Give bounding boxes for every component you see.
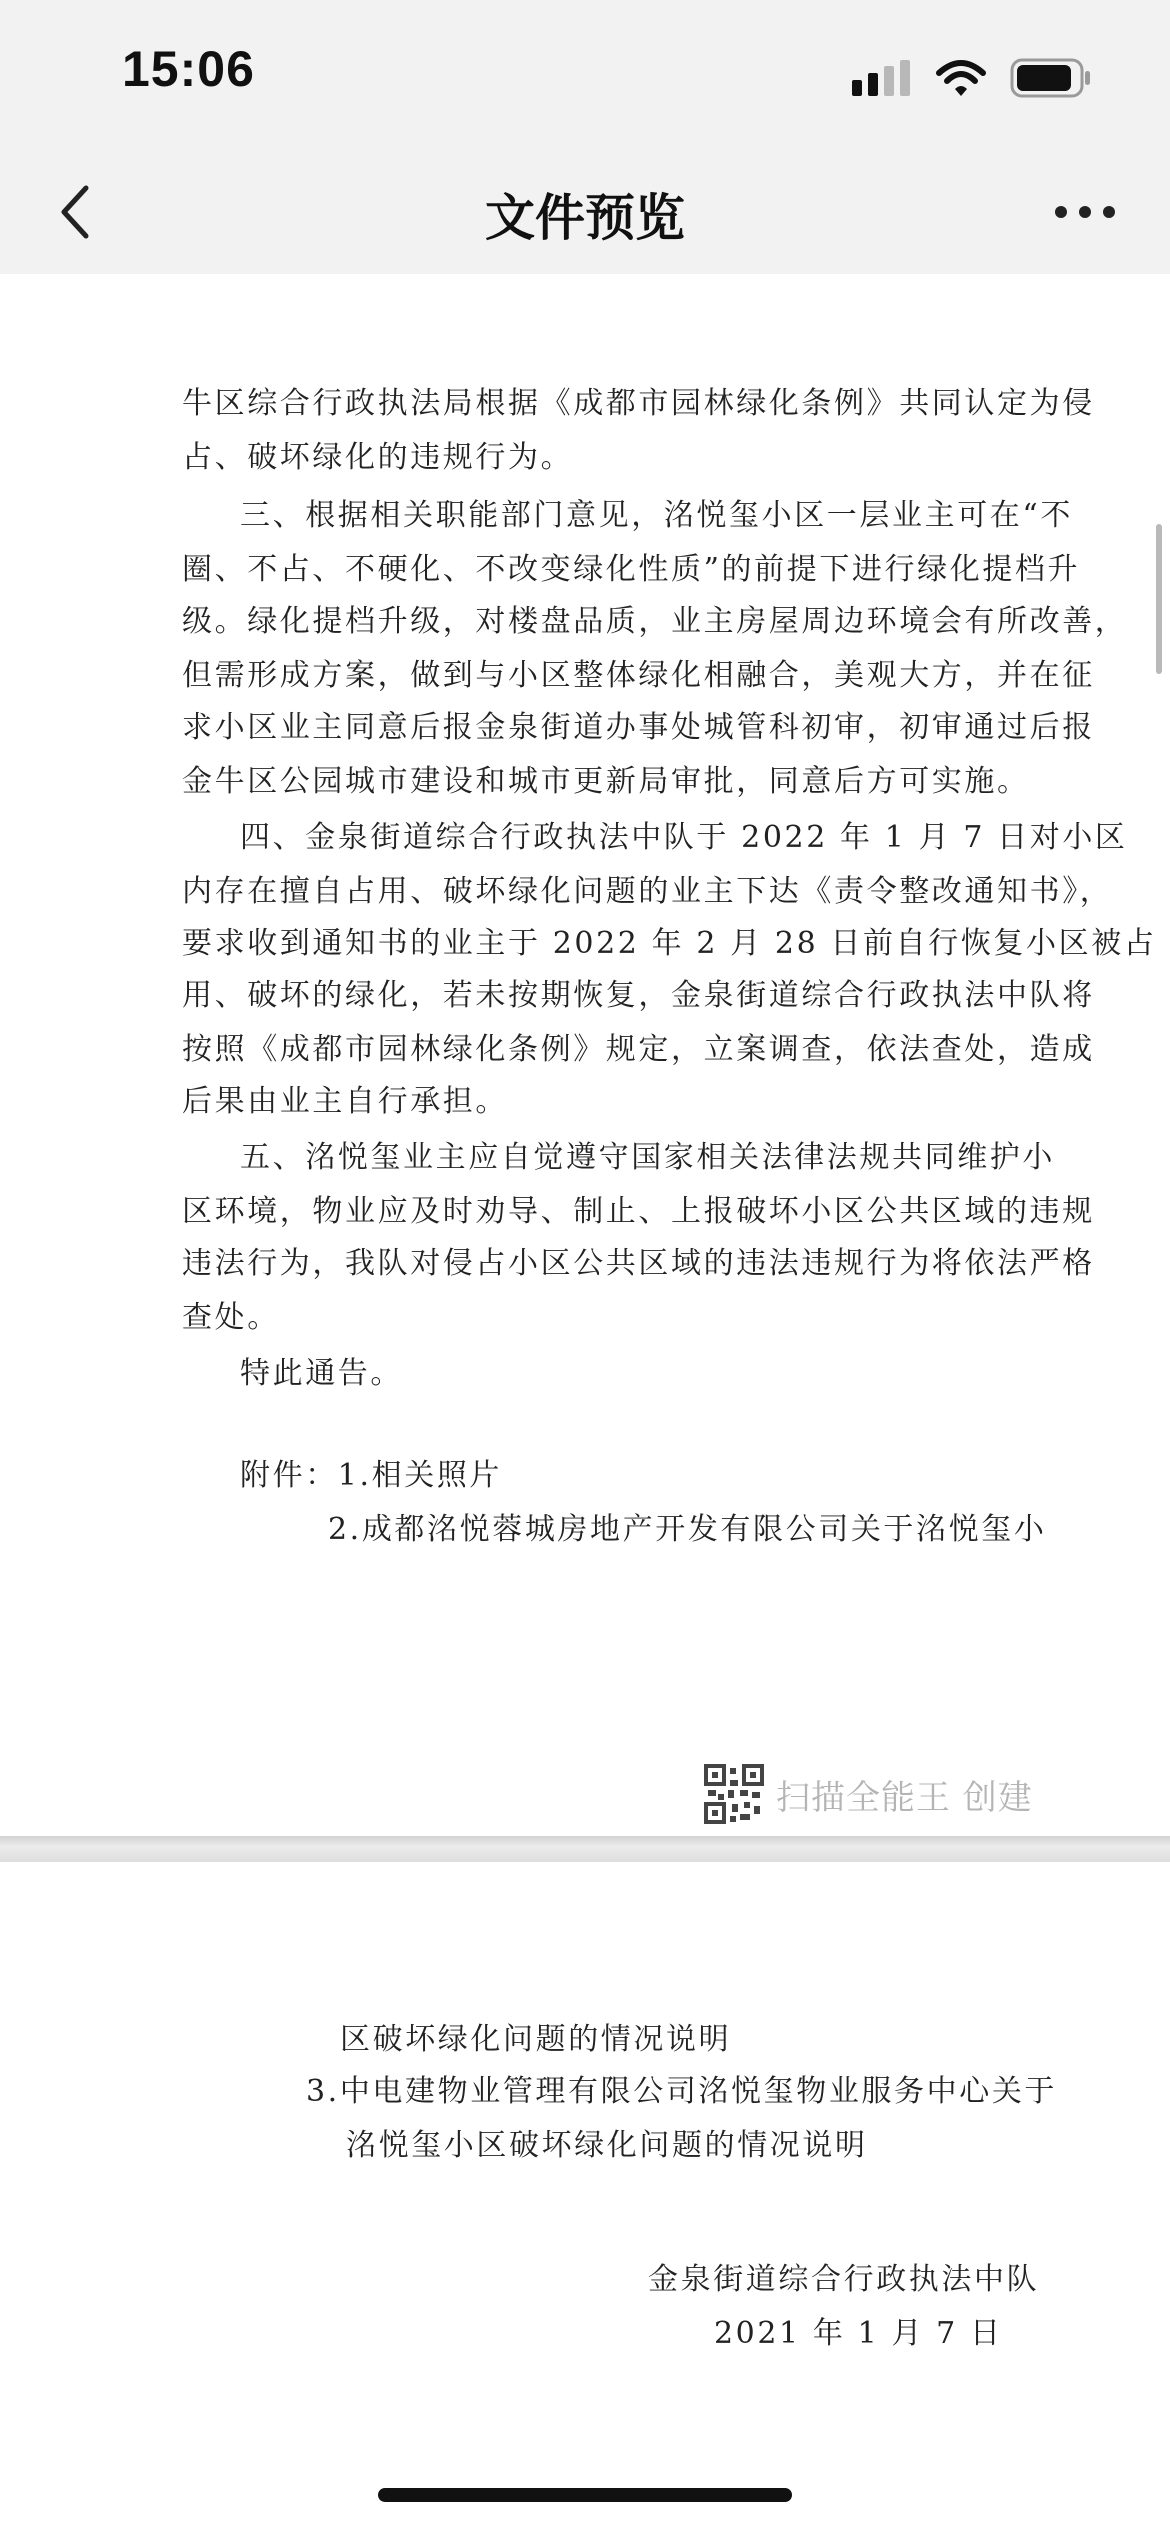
back-button[interactable] bbox=[36, 172, 116, 252]
doc-line: 求小区业主同意后报金泉街道办事处城管科初审，初审通过后报 bbox=[182, 710, 1095, 745]
doc-line: 特此通告。 bbox=[240, 1356, 403, 1391]
qr-code-icon bbox=[704, 1764, 764, 1824]
doc-line: 四、金泉街道综合行政执法中队于 2022 年 1 月 7 日对小区 bbox=[240, 820, 1128, 855]
attachment-label: 附件：1.相关照片 bbox=[240, 1458, 503, 1493]
watermark-text: 扫描全能王 创建 bbox=[776, 1777, 1033, 1818]
doc-line: 后果由业主自行承担。 bbox=[182, 1084, 508, 1119]
doc-line: 内存在擅自占用、破坏绿化问题的业主下达《责令整改通知书》， bbox=[182, 874, 1113, 909]
signature-date: 2021 年 1 月 7 日 bbox=[714, 2316, 1003, 2351]
status-icons bbox=[852, 56, 1092, 100]
doc-line: 要求收到通知书的业主于 2022 年 2 月 28 日前自行恢复小区被占 bbox=[182, 926, 1157, 961]
scrollbar-thumb[interactable] bbox=[1156, 524, 1162, 674]
doc-line: 洺悦玺小区破坏绿化问题的情况说明 bbox=[346, 2128, 868, 2163]
doc-line: 金牛区公园城市建设和城市更新局审批，同意后方可实施。 bbox=[182, 764, 1030, 799]
doc-line: 牛区综合行政执法局根据《成都市园林绿化条例》共同认定为侵 bbox=[182, 386, 1095, 421]
doc-line: 五、洺悦玺业主应自觉遵守国家相关法律法规共同维护小 bbox=[240, 1140, 1055, 1175]
document-page-2 bbox=[0, 1862, 1170, 2532]
doc-line: 级。绿化提档升级，对楼盘品质，业主房屋周边环境会有所改善， bbox=[182, 604, 1128, 639]
home-indicator[interactable] bbox=[378, 2488, 792, 2502]
doc-line: 但需形成方案，做到与小区整体绿化相融合，美观大方，并在征 bbox=[182, 658, 1095, 693]
doc-line: 区环境，物业应及时劝导、制止、上报破坏小区公共区域的违规 bbox=[182, 1194, 1095, 1229]
more-horizontal-icon bbox=[1053, 204, 1117, 220]
doc-line: 圈、不占、不硬化、不改变绿化性质”的前提下进行绿化提档升 bbox=[182, 552, 1081, 587]
signature-org: 金泉街道综合行政执法中队 bbox=[648, 2262, 1040, 2297]
wifi-icon bbox=[936, 59, 986, 97]
more-button[interactable] bbox=[1040, 172, 1130, 252]
page-separator bbox=[0, 1836, 1170, 1862]
doc-line: 查处。 bbox=[182, 1300, 280, 1335]
document-page-1 bbox=[0, 274, 1170, 1836]
page-title: 文件预览 bbox=[485, 189, 685, 247]
attachment-item: 2.成都洺悦蓉城房地产开发有限公司关于洺悦玺小 bbox=[328, 1512, 1047, 1547]
battery-icon bbox=[1010, 58, 1092, 98]
status-bar bbox=[0, 0, 1170, 150]
status-time: 15:06 bbox=[122, 41, 255, 97]
nav-bar bbox=[0, 150, 1170, 275]
cellular-signal-icon bbox=[852, 60, 912, 96]
chevron-left-icon bbox=[56, 182, 96, 242]
doc-line: 3.中电建物业管理有限公司洺悦玺物业服务中心关于 bbox=[306, 2074, 1058, 2109]
doc-line: 区破坏绿化问题的情况说明 bbox=[340, 2022, 732, 2057]
document-viewer[interactable] bbox=[0, 274, 1170, 2532]
scanner-watermark bbox=[704, 1764, 1033, 1824]
doc-line: 用、破坏的绿化，若未按期恢复，金泉街道综合行政执法中队将 bbox=[182, 978, 1095, 1013]
doc-line: 三、根据相关职能部门意见，洺悦玺小区一层业主可在“不 bbox=[240, 498, 1073, 533]
doc-line: 按照《成都市园林绿化条例》规定，立案调查，依法查处，造成 bbox=[182, 1032, 1095, 1067]
doc-line: 占、破坏绿化的违规行为。 bbox=[182, 440, 574, 475]
doc-line: 违法行为，我队对侵占小区公共区域的违法违规行为将依法严格 bbox=[182, 1246, 1095, 1281]
